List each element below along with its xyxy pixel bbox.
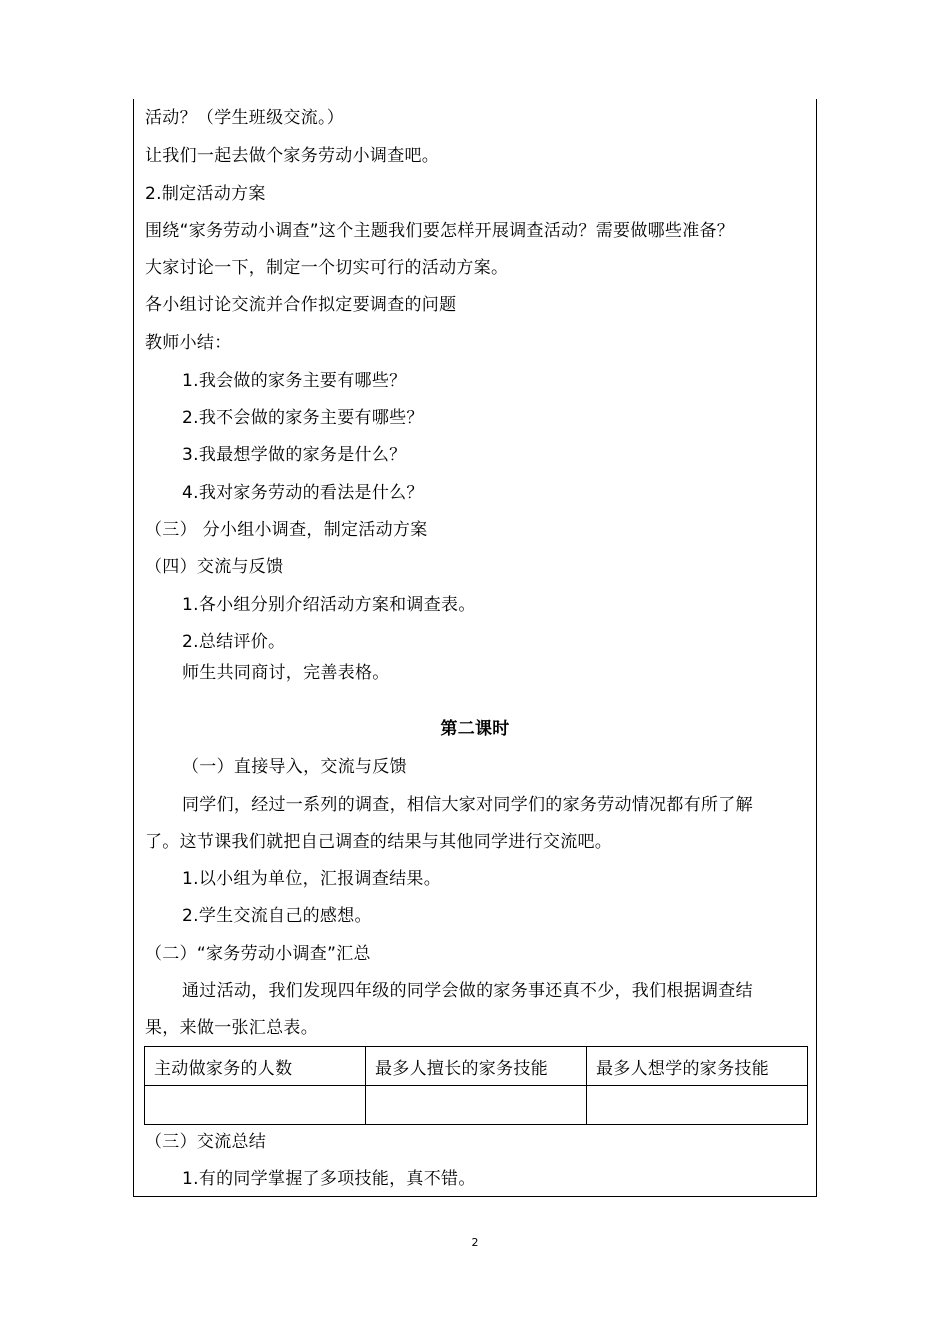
step-heading: 2.制定活动方案: [145, 184, 266, 204]
page-number: 2: [471, 1236, 479, 1249]
text-line: 活动？（学生班级交流。）: [145, 108, 345, 128]
section-heading: （三）交流总结: [145, 1132, 267, 1152]
text-line: 教师小结：: [145, 333, 232, 353]
text-line: 通过活动，我们发现四年级的同学会做的家务事还真不少，我们根据调查结: [182, 981, 753, 1001]
text-line: 果，来做一张汇总表。: [145, 1018, 318, 1038]
list-item: 2.学生交流自己的感想。: [182, 906, 372, 926]
table-header-cell: 最多人擅长的家务技能: [366, 1047, 587, 1086]
question-item: 2.我不会做的家务主要有哪些？: [182, 408, 424, 428]
section-heading: （二）“家务劳动小调查”汇总: [145, 944, 371, 964]
question-item: 4.我对家务劳动的看法是什么？: [182, 483, 424, 503]
section-heading: （三） 分小组小调查，制定活动方案: [145, 520, 428, 540]
text-line: 各小组讨论交流并合作拟定要调查的问题: [145, 295, 457, 315]
table-cell: [366, 1086, 587, 1125]
text-line: 大家讨论一下，制定一个切实可行的活动方案。: [145, 258, 509, 278]
text-line: 了。这节课我们就把自己调查的结果与其他同学进行交流吧。: [145, 832, 613, 852]
text-line: 师生共同商讨，完善表格。: [182, 663, 390, 683]
text-line: 让我们一起去做个家务劳动小调查吧。: [145, 146, 440, 166]
list-item: 1.有的同学掌握了多项技能，真不错。: [182, 1169, 476, 1189]
text-line: 围绕“家务劳动小调查”这个主题我们要怎样开展调查活动？需要做哪些准备？: [145, 221, 735, 241]
table-cell: [145, 1086, 366, 1125]
table-header-cell: 最多人想学的家务技能: [587, 1047, 808, 1086]
section-heading: （一）直接导入，交流与反馈: [182, 757, 407, 777]
table-row: [145, 1086, 808, 1125]
lesson-title: 第二课时: [440, 719, 510, 739]
question-item: 1.我会做的家务主要有哪些？: [182, 371, 407, 391]
list-item: 1.以小组为单位，汇报调查结果。: [182, 869, 442, 889]
table-header-row: [145, 1047, 808, 1086]
table-header-cell: 主动做家务的人数: [145, 1047, 366, 1086]
list-item: 1.各小组分别介绍活动方案和调查表。: [182, 595, 476, 615]
section-heading: （四）交流与反馈: [145, 557, 284, 577]
question-item: 3.我最想学做的家务是什么？: [182, 445, 407, 465]
table-cell: [587, 1086, 808, 1125]
list-item: 2.总结评价。: [182, 632, 286, 652]
summary-table: [144, 1046, 808, 1125]
text-line: 同学们，经过一系列的调查，相信大家对同学们的家务劳动情况都有所了解: [182, 795, 753, 815]
